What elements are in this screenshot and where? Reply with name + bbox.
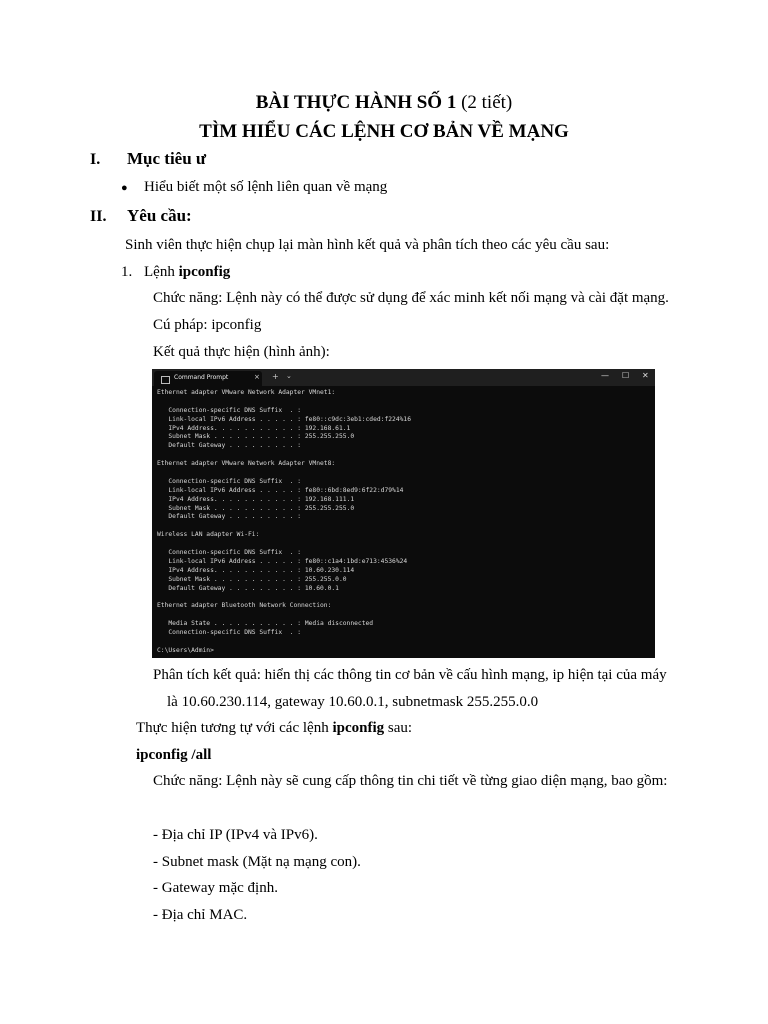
new-tab-icon: +	[272, 372, 279, 381]
ipconfig-all-item: - Địa chỉ MAC.	[153, 907, 248, 923]
section2-title: Yêu cầu:	[127, 206, 192, 225]
terminal-line: Ethernet adapter VMware Network Adapter VMnet8:	[157, 460, 336, 468]
terminal-line	[157, 593, 652, 602]
terminal-icon	[161, 376, 170, 384]
terminal-line: Link-local IPv6 Address . . . . . : fe80::c9dc:3eb1:cded:f224%16	[157, 415, 412, 423]
terminal-line	[157, 469, 652, 478]
terminal-output	[157, 389, 652, 656]
terminal-titlebar	[152, 369, 655, 386]
terminal-line	[157, 611, 652, 620]
item1-command: ipconfig	[178, 264, 231, 280]
terminal-line: Wireless LAN adapter Wi-Fi:	[157, 531, 260, 539]
similar-commands-text	[136, 720, 412, 737]
item1-heading	[144, 264, 230, 281]
terminal-line: Default Gateway . . . . . . . . . :	[157, 442, 302, 450]
ipconfig-all-function: Chức năng: Lệnh này sẽ cung cấp thông tin chi tiết về từng giao diện mạng, bao gồm:	[153, 773, 668, 789]
terminal-line: IPv4 Address. . . . . . . . . . . : 192.168.61.1	[157, 424, 351, 432]
document-title	[0, 92, 768, 114]
terminal-line	[157, 398, 652, 407]
terminal-line	[157, 540, 652, 549]
tab-close-icon: ×	[254, 373, 260, 381]
item1-analysis-line2: là 10.60.230.114, gateway 10.60.0.1, subnetmask 255.255.0.0	[167, 694, 539, 710]
document-subtitle: TÌM HIỂU CÁC LỆNH CƠ BẢN VỀ MẠNG	[199, 121, 569, 142]
minimize-icon: —	[601, 371, 609, 380]
terminal-line: Link-local IPv6 Address . . . . . : fe80::c1a4:1bd:e713:4536%24	[157, 557, 408, 565]
terminal-line: Default Gateway . . . . . . . . . :	[157, 513, 302, 521]
bullet-icon: ●	[121, 182, 128, 194]
terminal-tab	[154, 371, 262, 386]
terminal-line: IPv4 Address. . . . . . . . . . . : 192.168.111.1	[157, 495, 355, 503]
section1-title: Mục tiêu ư	[127, 149, 207, 168]
item1-analysis-line1: Phân tích kết quả: hiển thị các thông tin cơ bản về cấu hình mạng, ip hiện tại của máy	[153, 667, 667, 683]
chevron-down-icon: ⌄	[286, 372, 292, 380]
section2-intro: Sinh viên thực hiện chụp lại màn hình kết quả và phân tích theo các yêu cầu sau:	[125, 237, 610, 253]
maximize-icon: ☐	[622, 371, 630, 380]
ipconfig-all-item: - Địa chỉ IP (IPv4 và IPv6).	[153, 827, 318, 843]
close-icon: ✕	[642, 371, 649, 380]
terminal-line: Ethernet adapter VMware Network Adapter VMnet1:	[157, 389, 336, 396]
terminal-line: IPv4 Address. . . . . . . . . . . : 10.60.230.114	[157, 566, 355, 574]
terminal-line: Connection-specific DNS Suffix . :	[157, 549, 302, 557]
terminal-line: Connection-specific DNS Suffix . :	[157, 406, 302, 414]
terminal-line: C:\Users\Admin>	[157, 646, 214, 654]
similar-prefix: Thực hiện tương tự với các lệnh	[136, 720, 333, 736]
terminal-line: Connection-specific DNS Suffix . :	[157, 629, 302, 637]
terminal-line	[157, 638, 652, 647]
section2-number: II.	[90, 208, 107, 225]
terminal-line: Subnet Mask . . . . . . . . . . . : 255.255.255.0	[157, 504, 355, 512]
terminal-line: Subnet Mask . . . . . . . . . . . : 255.255.255.0	[157, 433, 355, 441]
ipconfig-all-heading: ipconfig /all	[136, 747, 212, 763]
item1-number: 1.	[121, 264, 133, 280]
ipconfig-all-item: - Subnet mask (Mặt nạ mạng con).	[153, 854, 361, 870]
similar-suffix: sau:	[384, 720, 413, 736]
terminal-line	[157, 451, 652, 460]
section1-bullet-item: Hiểu biết một số lệnh liên quan về mạng	[144, 179, 388, 195]
terminal-line: Subnet Mask . . . . . . . . . . . : 255.255.0.0	[157, 575, 347, 583]
item1-syntax: Cú pháp: ipconfig	[153, 317, 262, 333]
ipconfig-all-item: - Gateway mặc định.	[153, 880, 278, 896]
section1-number: I.	[90, 151, 101, 168]
command-prompt-screenshot	[152, 369, 655, 658]
terminal-line	[157, 522, 652, 531]
terminal-line: Media State . . . . . . . . . . . : Media disconnected	[157, 620, 374, 628]
terminal-line: Connection-specific DNS Suffix . :	[157, 477, 302, 485]
terminal-tab-title: Command Prompt	[174, 374, 229, 381]
item1-result-label: Kết quả thực hiện (hình ảnh):	[153, 344, 330, 360]
terminal-line: Default Gateway . . . . . . . . . : 10.60.0.1	[157, 584, 339, 592]
similar-command: ipconfig	[332, 720, 385, 736]
terminal-line: Link-local IPv6 Address . . . . . : fe80::6bd:8ed9:6f22:d79%14	[157, 486, 404, 494]
item1-function: Chức năng: Lệnh này có thể được sử dụng để xác minh kết nối mạng và cài đặt mạng.	[153, 290, 669, 306]
terminal-line: Ethernet adapter Bluetooth Network Connection:	[157, 602, 332, 610]
title-bold: BÀI THỰC HÀNH SỐ 1	[255, 92, 457, 113]
item1-prefix: Lệnh	[144, 264, 179, 280]
title-duration: (2 tiết)	[456, 92, 513, 113]
